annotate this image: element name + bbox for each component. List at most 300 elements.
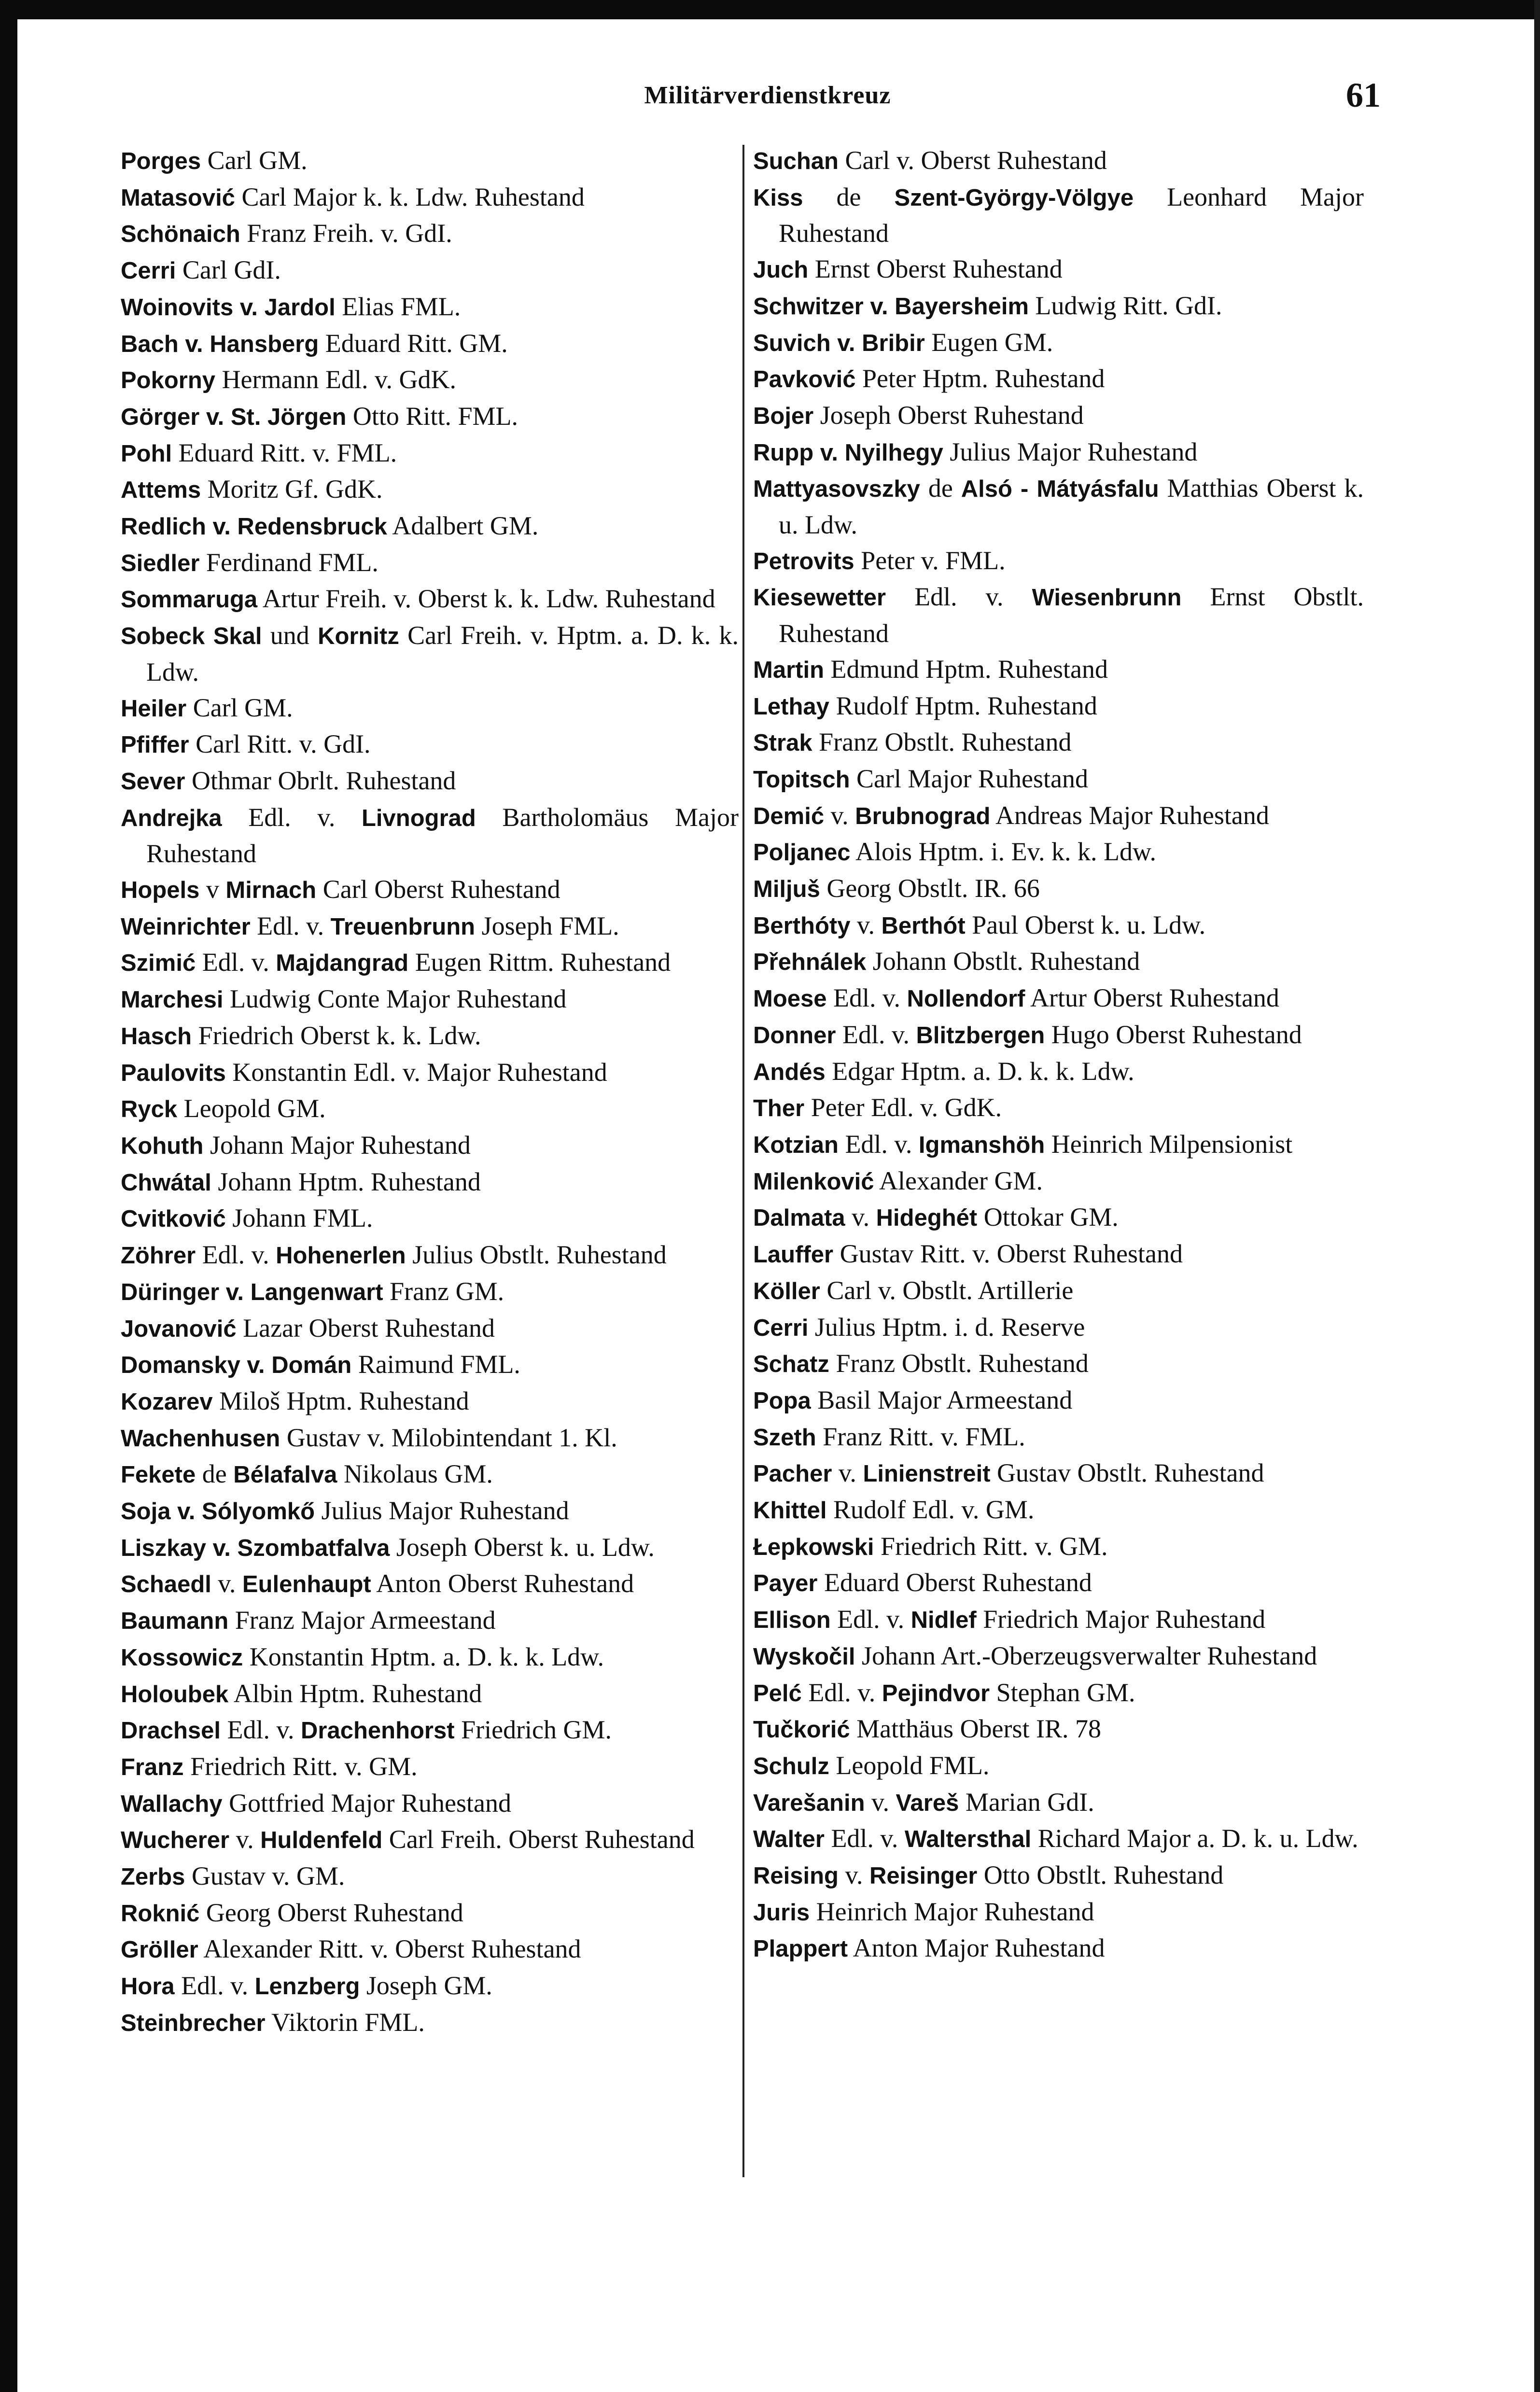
register-entry <box>121 545 739 582</box>
entry-details: Carl Major k. k. Ldw. Ruhestand <box>235 182 585 211</box>
register-entry <box>121 1164 739 1201</box>
entry-surname: Ther <box>753 1095 805 1122</box>
entry-details: Edl. v. <box>838 1129 919 1159</box>
entry-details: de <box>196 1459 234 1489</box>
register-entry <box>121 1859 739 1895</box>
entry-surname: Donner <box>753 1022 836 1049</box>
register-entry <box>121 1639 739 1676</box>
entry-surname: Holoubek <box>121 1681 229 1707</box>
column-divider <box>742 145 744 2177</box>
register-entry <box>121 1968 739 2005</box>
entry-details: Peter Hptm. Ruhestand <box>855 364 1105 393</box>
entry-surname: Varešanin <box>753 1790 865 1816</box>
entry-surname: Chwátal <box>121 1169 211 1196</box>
register-entry <box>121 1931 739 1968</box>
register-entry <box>753 1492 1364 1529</box>
entry-details: Carl Ritt. v. GdI. <box>189 729 371 759</box>
register-entry <box>753 944 1364 980</box>
entry-surname: Cerri <box>121 258 176 284</box>
register-entry <box>753 1602 1364 1638</box>
entry-surname: Juris <box>753 1899 810 1926</box>
entry-surname: Petrovits <box>753 548 854 574</box>
entry-details: Alexander Ritt. v. Oberst Ruhestand <box>198 1934 581 1964</box>
entry-surname: Kozarev <box>121 1388 213 1415</box>
register-entry <box>753 325 1364 362</box>
entry-details: und <box>262 621 318 650</box>
register-entry <box>121 981 739 1018</box>
entry-details: Stephan GM. <box>990 1678 1135 1707</box>
register-entry <box>121 1712 739 1749</box>
entry-details: Basil Major Armeestand <box>811 1385 1073 1414</box>
register-entry <box>121 1786 739 1822</box>
register-entry <box>753 1894 1364 1931</box>
register-entry <box>753 1565 1364 1602</box>
entry-details: Leopold FML. <box>829 1750 990 1780</box>
entry-details: Peter v. FML. <box>854 546 1006 575</box>
register-entry <box>753 1017 1364 1054</box>
entry-surname: Lethay <box>753 693 829 720</box>
register-entry <box>121 690 739 727</box>
entry-surname: Baumann <box>121 1608 229 1635</box>
entry-details: Ernst Obstlt. Ruhestand <box>779 582 1364 648</box>
entry-surname: Redlich v. Redensbruck <box>121 514 387 540</box>
entry-details: Edl. v. <box>824 1824 905 1853</box>
entry-details: Franz Obstlt. Ruhestand <box>812 727 1072 757</box>
entry-details: Carl Oberst Ruhestand <box>316 875 560 904</box>
entry-details: Eduard Oberst Ruhestand <box>817 1568 1092 1597</box>
entry-surname: Majdangrad <box>276 950 409 977</box>
entry-details: Otto Ritt. FML. <box>346 401 518 431</box>
running-header: Militärverdienstkreuz <box>644 82 891 109</box>
register-entry <box>121 1347 739 1384</box>
register-entry <box>121 1749 739 1786</box>
entry-surname: Schwitzer v. Bayersheim <box>753 293 1029 320</box>
register-entry <box>121 1128 739 1164</box>
register-entry <box>121 435 739 472</box>
entry-surname: Payer <box>753 1570 818 1597</box>
entry-details: Rudolf Edl. v. GM. <box>826 1495 1035 1525</box>
entry-details: Rudolf Hptm. Ruhestand <box>829 691 1097 720</box>
entry-surname: Cerri <box>753 1315 809 1341</box>
entry-surname: Hora <box>121 1973 175 2000</box>
entry-details: Edl. v. <box>221 1715 301 1745</box>
entry-details: Albin Hptm. Ruhestand <box>228 1679 482 1708</box>
entry-details: Heinrich Milpensionist <box>1045 1129 1293 1159</box>
entry-details: de <box>803 182 895 211</box>
entry-details: Alois Hptm. i. Ev. k. k. Ldw. <box>850 837 1157 867</box>
entry-surname: Poljanec <box>753 839 851 866</box>
left-column <box>121 143 739 2042</box>
register-entry <box>753 1419 1364 1456</box>
register-entry <box>121 1493 739 1530</box>
entry-surname: Blitzbergen <box>916 1022 1045 1049</box>
entry-details: de <box>920 474 961 503</box>
entry-surname: Szent-György-Völgye <box>894 184 1134 211</box>
entry-surname: Sever <box>121 768 185 795</box>
entry-surname: Mirnach <box>225 877 317 904</box>
register-entry <box>753 180 1364 252</box>
entry-surname: Přehnálek <box>753 949 867 976</box>
entry-details: Johann Major Ruhestand <box>203 1130 471 1160</box>
register-entry <box>121 216 739 252</box>
entry-surname: Pohl <box>121 440 172 467</box>
entry-details: Konstantin Edl. v. Major Ruhestand <box>225 1057 607 1087</box>
entry-details: Carl Freih. v. Hptm. a. D. k. k. Ldw. <box>146 621 739 686</box>
entry-surname: Köller <box>753 1278 820 1304</box>
entry-details: Edl. v. <box>174 1971 255 2000</box>
entry-surname: Eulenhaupt <box>242 1571 371 1598</box>
entry-surname: Brubnograd <box>855 803 991 829</box>
entry-surname: Siedler <box>121 550 200 576</box>
entry-details: Joseph Oberst Ruhestand <box>813 400 1084 430</box>
entry-surname: Pelć <box>753 1680 802 1707</box>
entry-details: v. <box>229 1825 261 1854</box>
entry-details: Julius Obstlt. Ruhestand <box>406 1240 667 1270</box>
entry-surname: Nollendorf <box>907 986 1025 1012</box>
entry-details: Friedrich Major Ruhestand <box>976 1605 1266 1634</box>
entry-details: v. <box>824 800 855 830</box>
entry-surname: Ryck <box>121 1096 178 1123</box>
entry-details: Johann Art.-Oberzeugsverwalter Ruhestand <box>855 1641 1317 1670</box>
entry-details: v. <box>865 1787 896 1817</box>
entry-details: v. <box>832 1458 863 1488</box>
entry-surname: Dalmata <box>753 1205 845 1231</box>
register-entry <box>753 1455 1364 1492</box>
entry-surname: Topitsch <box>753 766 850 793</box>
entry-surname: Khittel <box>753 1497 827 1524</box>
entry-surname: Domansky v. Domán <box>121 1352 352 1379</box>
register-entry <box>753 1383 1364 1419</box>
entry-surname: Liszkay v. Szombatfalva <box>121 1535 390 1561</box>
entry-details: Joseph GM. <box>360 1971 492 2000</box>
register-entry <box>753 471 1364 543</box>
entry-surname: Wyskočil <box>753 1643 855 1670</box>
entry-surname: Alsó - Mátyásfalu <box>961 476 1159 503</box>
entry-details: v. <box>850 910 882 939</box>
entry-surname: Pfiffer <box>121 732 189 758</box>
entry-details: Moritz Gf. GdK. <box>201 475 383 504</box>
register-entry <box>121 763 739 800</box>
register-entry <box>753 725 1364 761</box>
entry-surname: Ellison <box>753 1607 831 1634</box>
entry-surname: Livnograd <box>362 805 476 831</box>
register-entry <box>753 143 1364 180</box>
entry-surname: Pokorny <box>121 367 216 394</box>
register-entry <box>753 543 1364 580</box>
register-entry <box>753 798 1364 835</box>
entry-surname: Linienstreit <box>863 1461 991 1487</box>
register-entry <box>121 1456 739 1493</box>
entry-surname: Pacher <box>753 1461 832 1487</box>
entry-details: Julius Hptm. i. d. Reserve <box>808 1312 1085 1342</box>
entry-surname: Wallachy <box>121 1791 223 1817</box>
register-entry <box>121 1384 739 1420</box>
entry-details: Franz Obstlt. Ruhestand <box>829 1349 1089 1378</box>
entry-surname: Weinrichter <box>121 913 251 940</box>
entry-surname: Plappert <box>753 1936 848 1962</box>
entry-details: Edl. v. <box>196 948 276 977</box>
entry-surname: Schönaich <box>121 221 240 248</box>
register-entry <box>753 1054 1364 1091</box>
entry-details: Edl. v. <box>830 1605 911 1634</box>
entry-surname: Szimić <box>121 950 196 977</box>
register-entry <box>121 1055 739 1091</box>
register-entry <box>753 834 1364 871</box>
entry-surname: Miljuš <box>753 876 820 903</box>
register-entry <box>753 1711 1364 1748</box>
entry-surname: Moese <box>753 986 827 1012</box>
entry-surname: Berthóty <box>753 912 851 939</box>
entry-surname: Schulz <box>753 1753 829 1779</box>
entry-surname: Wiesenbrunn <box>1032 585 1182 611</box>
entry-details: Georg Obstlt. IR. 66 <box>820 874 1040 903</box>
entry-surname: Huldenfeld <box>260 1827 383 1854</box>
register-entry <box>121 1822 739 1859</box>
entry-details: Ludwig Ritt. GdI. <box>1029 291 1222 320</box>
register-entry <box>753 1090 1364 1127</box>
book-binding-edge <box>0 0 17 2392</box>
register-entry <box>753 1163 1364 1200</box>
entry-details: Paul Oberst k. u. Ldw. <box>965 910 1206 939</box>
entry-details: Eugen Rittm. Ruhestand <box>408 948 671 977</box>
entry-surname: Gröller <box>121 1937 198 1963</box>
entry-details: Heinrich Major Ruhestand <box>810 1897 1094 1926</box>
register-entry <box>121 1420 739 1457</box>
register-entry <box>753 288 1364 325</box>
entry-details: Viktorin FML. <box>265 2007 425 2037</box>
entry-surname: Treuenbrunn <box>330 913 476 940</box>
entry-surname: Paulovits <box>121 1060 226 1086</box>
register-entry <box>121 945 739 981</box>
entry-details: Gustav Obstlt. Ruhestand <box>990 1458 1264 1488</box>
register-entry <box>753 252 1364 288</box>
entry-surname: Porges <box>121 148 201 174</box>
register-entry <box>121 909 739 945</box>
entry-surname: Kossowicz <box>121 1644 243 1671</box>
register-entry <box>121 1566 739 1603</box>
entry-surname: Kornitz <box>318 623 399 650</box>
register-entry <box>121 872 739 909</box>
entry-surname: Pavković <box>753 366 856 393</box>
entry-details: v <box>199 875 226 904</box>
entry-details: Friedrich Ritt. v. GM. <box>183 1751 418 1781</box>
entry-surname: Franz <box>121 1754 184 1780</box>
entry-surname: Fekete <box>121 1462 196 1488</box>
entry-details: Friedrich Oberst k. k. Ldw. <box>192 1021 481 1050</box>
entry-surname: Schaedl <box>121 1571 211 1598</box>
entry-details: Artur Freih. v. Oberst k. k. Ldw. Ruhestand <box>257 584 715 614</box>
entry-surname: Szeth <box>753 1424 816 1451</box>
entry-details: Ferdinand FML. <box>199 547 378 577</box>
entry-details: Carl GM. <box>201 146 308 175</box>
register-entry <box>121 1530 739 1567</box>
entry-details: Hermann Edl. v. GdK. <box>215 365 456 394</box>
entry-details: Leonhard Major Ruhestand <box>779 182 1364 248</box>
entry-details: Konstantin Hptm. a. D. k. k. Ldw. <box>243 1642 604 1671</box>
register-entry <box>753 398 1364 434</box>
entry-details: Gottfried Major Ruhestand <box>222 1788 511 1818</box>
entry-details: Hugo Oberst Ruhestand <box>1045 1020 1302 1049</box>
entry-surname: Pejindvor <box>882 1680 990 1707</box>
entry-surname: Andés <box>753 1059 826 1085</box>
entry-details: Carl v. Oberst Ruhestand <box>838 146 1107 175</box>
register-entry <box>121 1274 739 1311</box>
entry-details: Elias FML. <box>335 292 461 321</box>
entry-surname: Sobeck Skal <box>121 623 262 650</box>
register-entry <box>121 472 739 508</box>
register-entry <box>121 1091 739 1128</box>
entry-details: Ottokar GM. <box>977 1203 1119 1232</box>
register-entry <box>753 1200 1364 1236</box>
entry-surname: Kiss <box>753 184 803 211</box>
entry-surname: Martin <box>753 657 824 683</box>
register-entry <box>753 1821 1364 1858</box>
entry-details: Julius Major Ruhestand <box>315 1496 569 1525</box>
entry-details: Miloš Hptm. Ruhestand <box>212 1386 469 1415</box>
entry-surname: Sommaruga <box>121 587 258 613</box>
entry-surname: Nidlef <box>910 1607 977 1634</box>
entry-details: Lazar Oberst Ruhestand <box>236 1313 495 1343</box>
register-entry <box>753 652 1364 688</box>
entry-details: Franz GM. <box>383 1276 504 1306</box>
scan-top-edge <box>0 0 1540 19</box>
register-entry <box>121 1201 739 1237</box>
entry-details: Franz Ritt. v. FML. <box>816 1422 1025 1451</box>
register-entry <box>121 508 739 545</box>
entry-surname: Cvitković <box>121 1206 226 1232</box>
entry-details: Edl. v. <box>250 911 331 940</box>
entry-details: Leopold GM. <box>177 1094 326 1123</box>
entry-surname: Andrejka <box>121 805 222 831</box>
entry-surname: Reising <box>753 1863 839 1889</box>
entry-surname: Drachenhorst <box>301 1718 455 1744</box>
entry-details: Joseph Oberst k. u. Ldw. <box>390 1532 655 1562</box>
register-entry <box>121 1676 739 1713</box>
entry-details: Edl. v. <box>222 802 362 832</box>
register-entry <box>753 871 1364 908</box>
entry-surname: Jovanović <box>121 1315 237 1342</box>
register-entry <box>753 1236 1364 1273</box>
entry-details: Edl. v. <box>886 582 1032 612</box>
entry-details: Joseph FML. <box>475 911 619 940</box>
entry-details: Carl GdI. <box>176 255 281 285</box>
entry-surname: Popa <box>753 1387 811 1414</box>
entry-details: Ludwig Conte Major Ruhestand <box>223 984 567 1014</box>
entry-surname: Wachenhusen <box>121 1425 280 1452</box>
entry-details: Carl Major Ruhestand <box>850 764 1088 793</box>
entry-surname: Igmanshöh <box>918 1132 1045 1158</box>
entry-surname: Matasović <box>121 184 235 211</box>
entry-details: Edl. v. <box>826 983 907 1013</box>
entry-surname: Strak <box>753 730 812 756</box>
register-entry <box>753 1310 1364 1346</box>
entry-surname: Milenković <box>753 1168 874 1195</box>
entry-details: Franz Freih. v. GdI. <box>240 219 452 248</box>
entry-surname: Lauffer <box>753 1242 834 1268</box>
entry-details: v. <box>838 1860 869 1890</box>
entry-details: Peter Edl. v. GdK. <box>804 1093 1002 1122</box>
entry-surname: Zöhrer <box>121 1243 196 1269</box>
register-entry <box>753 761 1364 798</box>
register-entry <box>753 1858 1364 1894</box>
entry-details: v. <box>211 1569 242 1598</box>
entry-details: Gustav v. GM. <box>185 1861 345 1891</box>
register-entry <box>121 143 739 180</box>
entry-surname: Kiesewetter <box>753 585 886 611</box>
entry-surname: Woinovits v. Jardol <box>121 294 336 321</box>
entry-details: Franz Major Armeestand <box>228 1606 496 1635</box>
register-entry <box>753 1529 1364 1566</box>
entry-surname: Hideghét <box>876 1205 978 1231</box>
entry-details: Johann Obstlt. Ruhestand <box>866 947 1140 976</box>
register-entry <box>121 289 739 326</box>
entry-details: Matthäus Oberst IR. 78 <box>850 1714 1102 1744</box>
entry-details: Othmar Obrlt. Ruhestand <box>185 766 456 795</box>
entry-details: Matthias Oberst k. u. Ldw. <box>779 474 1364 540</box>
register-entry <box>121 326 739 363</box>
page-number: 61 <box>1346 76 1381 114</box>
entry-surname: Berthót <box>881 912 966 939</box>
entry-surname: Juch <box>753 257 809 283</box>
entry-surname: Düringer v. Langenwart <box>121 1279 383 1305</box>
entry-surname: Görger v. St. Jörgen <box>121 404 347 430</box>
register-entry <box>753 1346 1364 1383</box>
entry-surname: Kohuth <box>121 1133 204 1159</box>
entry-surname: Vareš <box>896 1790 959 1816</box>
register-entry <box>121 180 739 216</box>
entry-surname: Walter <box>753 1826 825 1853</box>
entry-details: Andreas Major Ruhestand <box>990 800 1269 830</box>
entry-details: Edl. v. <box>801 1678 882 1707</box>
entry-surname: Mattyasovszky <box>753 476 920 503</box>
entry-surname: Soja v. Sólyomkő <box>121 1498 315 1525</box>
register-entry <box>753 1127 1364 1163</box>
right-column <box>753 143 1364 1967</box>
entry-details: Marian GdI. <box>959 1787 1094 1817</box>
register-entry <box>753 1930 1364 1967</box>
register-entry <box>121 727 739 763</box>
register-entry <box>753 1785 1364 1821</box>
register-entry <box>753 1638 1364 1675</box>
entry-details: v. <box>845 1203 876 1232</box>
register-entry <box>121 1895 739 1932</box>
entry-details: Carl v. Obstlt. Artillerie <box>820 1275 1074 1305</box>
register-entry <box>121 2005 739 2042</box>
entry-details: Artur Oberst Ruhestand <box>1025 983 1279 1013</box>
entry-details: Julius Major Ruhestand <box>943 437 1198 466</box>
entry-details: Carl Freih. Oberst Ruhestand <box>382 1825 695 1854</box>
entry-details: Johann FML. <box>225 1203 373 1233</box>
register-entry <box>753 579 1364 651</box>
entry-details: Edl. v. <box>836 1020 916 1049</box>
entry-details: Edmund Hptm. Ruhestand <box>824 654 1108 684</box>
entry-details: Friedrich GM. <box>454 1715 612 1745</box>
entry-surname: Marchesi <box>121 987 224 1013</box>
entry-surname: Drachsel <box>121 1718 221 1744</box>
entry-surname: Wucherer <box>121 1827 230 1854</box>
register-entry <box>753 1675 1364 1712</box>
register-entry <box>121 362 739 399</box>
entry-details: Gustav Ritt. v. Oberst Ruhestand <box>833 1239 1183 1269</box>
entry-details: Friedrich Ritt. v. GM. <box>874 1531 1108 1561</box>
entry-surname: Suvich v. Bribir <box>753 330 925 356</box>
entry-surname: Zerbs <box>121 1864 185 1890</box>
entry-surname: Rupp v. Nyilhegy <box>753 439 943 466</box>
entry-details: Eugen GM. <box>924 327 1053 357</box>
entry-surname: Bojer <box>753 403 814 429</box>
entry-surname: Bélafalva <box>233 1462 337 1488</box>
register-entry <box>121 800 739 872</box>
